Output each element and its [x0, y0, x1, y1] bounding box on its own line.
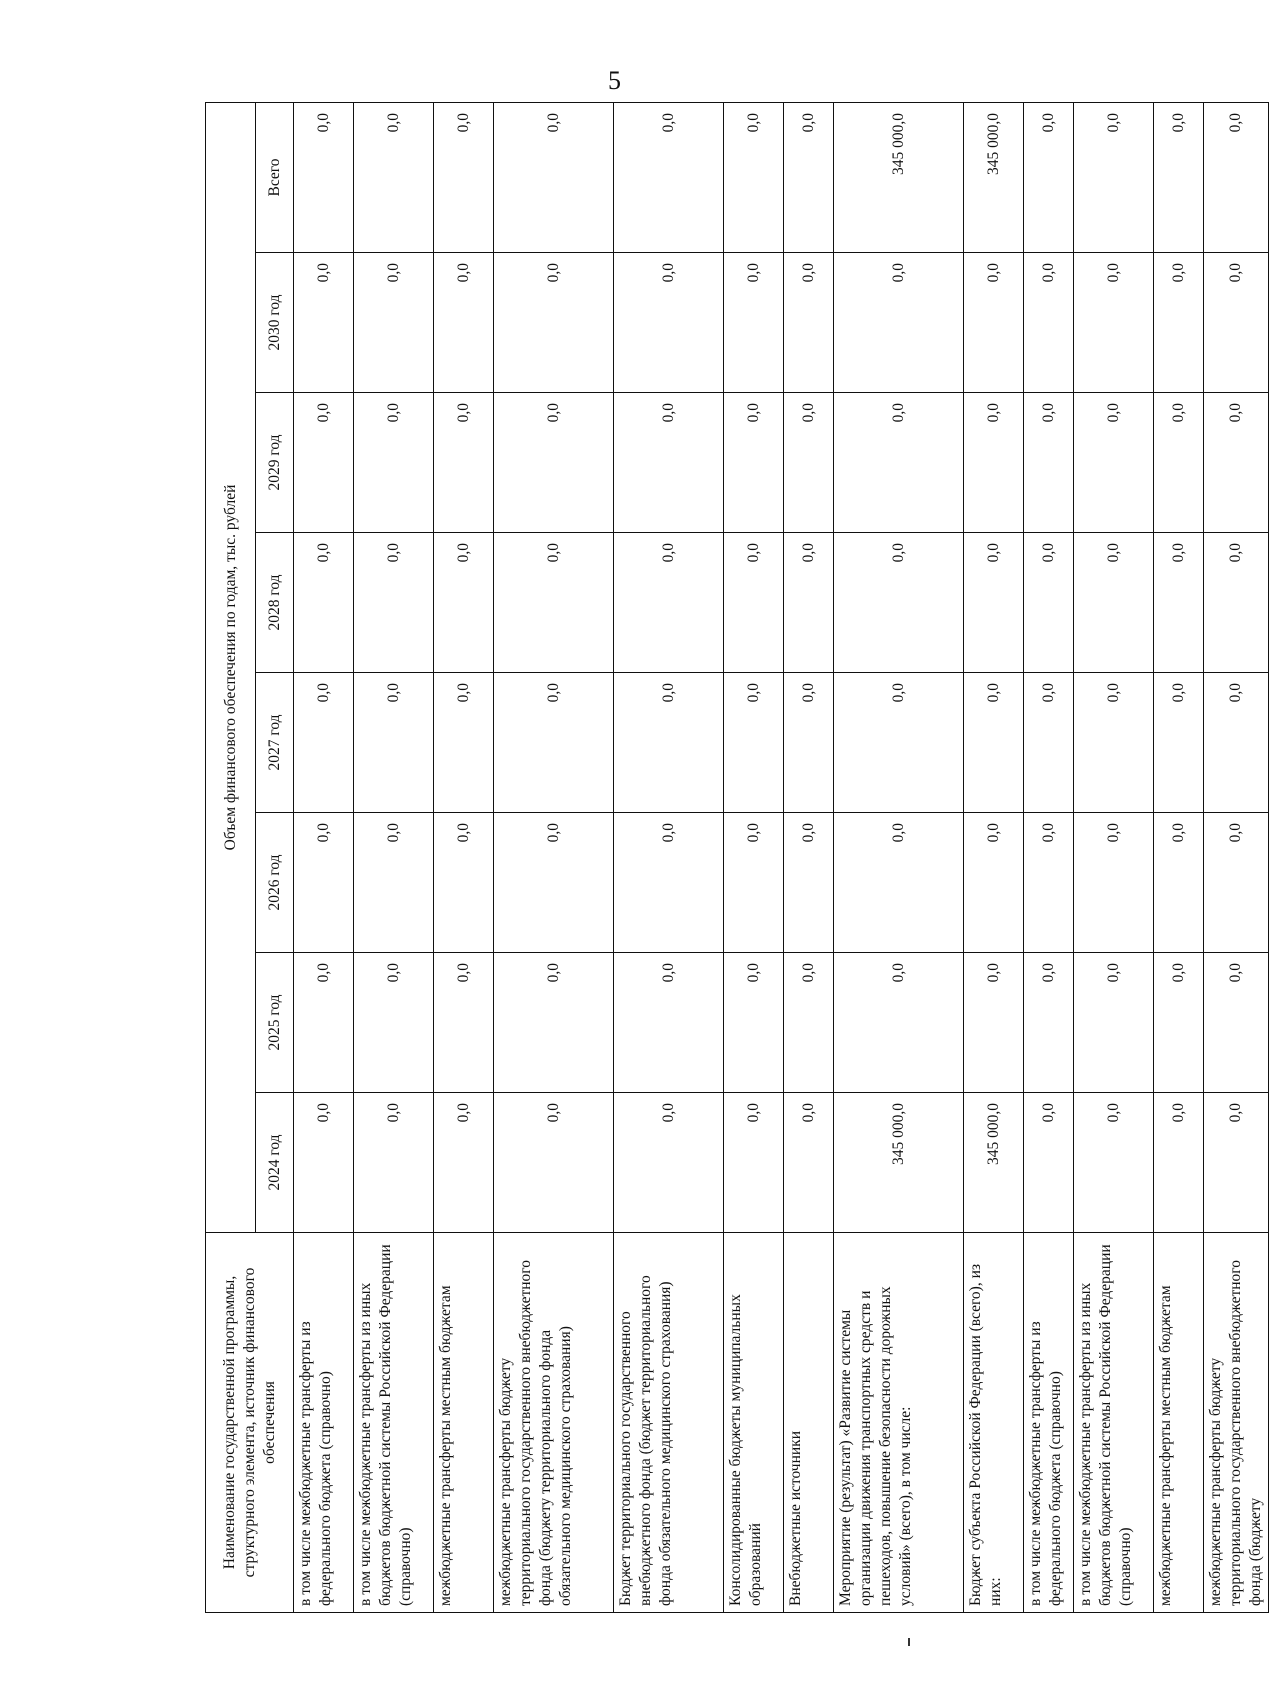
value-cell: 0,0	[614, 673, 724, 813]
value-cell: 0,0	[494, 1093, 614, 1233]
value-cell: 0,0	[784, 533, 834, 673]
value-cell: 0,0	[1204, 393, 1269, 533]
value-cell: 0,0	[834, 533, 964, 673]
year-header: 2024 год	[256, 1093, 294, 1233]
row-label: Внебюджетные источники	[784, 1233, 834, 1613]
table-row	[724, 103, 784, 1613]
total-cell: 0,0	[784, 103, 834, 253]
value-cell: 0,0	[964, 813, 1024, 953]
value-cell: 0,0	[1024, 1093, 1074, 1233]
value-cell: 0,0	[494, 533, 614, 673]
value-cell: 0,0	[1024, 533, 1074, 673]
value-cell: 0,0	[1154, 673, 1204, 813]
value-cell: 0,0	[834, 253, 964, 393]
table-row	[1204, 103, 1269, 1613]
row-label: в том числе межбюджетные трансферты из иных бюджетов бюджетной системы Российской Федерации (справочно)	[354, 1233, 434, 1613]
value-cell: 0,0	[1154, 1093, 1204, 1233]
value-cell: 345 000,0	[964, 1093, 1024, 1233]
value-cell: 0,0	[294, 673, 354, 813]
year-header: 2027 год	[256, 673, 294, 813]
total-cell: 0,0	[494, 103, 614, 253]
row-label: в том числе межбюджетные трансферты из федерального бюджета (справочно)	[294, 1233, 354, 1613]
total-cell: 0,0	[354, 103, 434, 253]
value-cell: 0,0	[614, 1093, 724, 1233]
table-row	[964, 103, 1024, 1613]
value-cell: 0,0	[1074, 253, 1154, 393]
total-cell: 0,0	[294, 103, 354, 253]
value-cell: 0,0	[724, 813, 784, 953]
value-cell: 0,0	[494, 813, 614, 953]
year-header: 2029 год	[256, 393, 294, 533]
total-cell: 0,0	[1154, 103, 1204, 253]
year-header: 2028 год	[256, 533, 294, 673]
value-cell: 0,0	[434, 253, 494, 393]
value-cell: 0,0	[724, 673, 784, 813]
value-cell: 0,0	[614, 253, 724, 393]
table-row	[834, 103, 964, 1613]
value-cell: 0,0	[354, 953, 434, 1093]
table-row	[354, 103, 434, 1613]
table-row	[784, 103, 834, 1613]
value-cell: 0,0	[834, 673, 964, 813]
row-label: межбюджетные трансферты бюджету территориального государственного внебюджетного фонда (бюджету территориального фонда обязательного медицинского страхования)	[494, 1233, 614, 1613]
value-cell: 0,0	[614, 393, 724, 533]
volume-header: Объем финансового обеспечения по годам, тыс. рублей	[206, 103, 256, 1233]
value-cell: 0,0	[434, 1093, 494, 1233]
value-cell: 0,0	[354, 673, 434, 813]
value-cell: 0,0	[614, 953, 724, 1093]
table-row	[494, 103, 614, 1613]
value-cell: 0,0	[354, 813, 434, 953]
row-label: Мероприятие (результат) «Развитие системы организации движения транспортных средств и пешеходов, повышение безопасности дорожных условий» (всего), в том числе:	[834, 1233, 964, 1613]
total-header: Всего	[256, 103, 294, 253]
value-cell: 0,0	[724, 533, 784, 673]
value-cell: 0,0	[1024, 393, 1074, 533]
financing-table	[205, 102, 1269, 1613]
value-cell: 0,0	[294, 813, 354, 953]
total-cell: 0,0	[724, 103, 784, 253]
year-header: 2026 год	[256, 813, 294, 953]
value-cell: 0,0	[834, 953, 964, 1093]
year-header: 2025 год	[256, 953, 294, 1093]
value-cell: 0,0	[784, 1093, 834, 1233]
total-cell: 0,0	[614, 103, 724, 253]
value-cell: 0,0	[1074, 813, 1154, 953]
value-cell: 0,0	[294, 533, 354, 673]
row-label: межбюджетные трансферты местным бюджетам	[1154, 1233, 1204, 1613]
value-cell: 0,0	[724, 1093, 784, 1233]
value-cell: 0,0	[784, 673, 834, 813]
row-label: в том числе межбюджетные трансферты из федерального бюджета (справочно)	[1024, 1233, 1074, 1613]
value-cell: 0,0	[494, 673, 614, 813]
value-cell: 0,0	[1154, 253, 1204, 393]
value-cell: 0,0	[354, 533, 434, 673]
rotated-table-container	[205, 103, 1264, 1613]
value-cell: 0,0	[784, 813, 834, 953]
table-row	[1074, 103, 1154, 1613]
year-header: 2030 год	[256, 253, 294, 393]
value-cell: 0,0	[1204, 953, 1269, 1093]
row-label: межбюджетные трансферты местным бюджетам	[434, 1233, 494, 1613]
total-cell: 0,0	[434, 103, 494, 253]
value-cell: 0,0	[294, 1093, 354, 1233]
value-cell: 0,0	[1204, 1093, 1269, 1233]
total-cell: 345 000,0	[834, 103, 964, 253]
value-cell: 0,0	[1204, 813, 1269, 953]
scan-mark	[908, 1638, 910, 1646]
value-cell: 0,0	[434, 393, 494, 533]
value-cell: 0,0	[724, 393, 784, 533]
value-cell: 0,0	[1204, 253, 1269, 393]
value-cell: 0,0	[964, 393, 1024, 533]
total-cell: 345 000,0	[964, 103, 1024, 253]
value-cell: 0,0	[724, 953, 784, 1093]
row-label: Консолидированные бюджеты муниципальных образований	[724, 1233, 784, 1613]
table-row	[1154, 103, 1204, 1613]
value-cell: 0,0	[964, 953, 1024, 1093]
value-cell: 0,0	[354, 1093, 434, 1233]
table-row	[614, 103, 724, 1613]
value-cell: 0,0	[724, 253, 784, 393]
value-cell: 0,0	[434, 813, 494, 953]
value-cell: 0,0	[964, 253, 1024, 393]
value-cell: 345 000,0	[834, 1093, 964, 1233]
value-cell: 0,0	[1204, 673, 1269, 813]
value-cell: 0,0	[294, 393, 354, 533]
table-row	[294, 103, 354, 1613]
value-cell: 0,0	[614, 813, 724, 953]
value-cell: 0,0	[294, 953, 354, 1093]
value-cell: 0,0	[354, 393, 434, 533]
row-label: Бюджет территориального государственного внебюджетного фонда (бюджет территориального фонда обязательного медицинского страхования)	[614, 1233, 724, 1613]
value-cell: 0,0	[1154, 533, 1204, 673]
value-cell: 0,0	[614, 533, 724, 673]
value-cell: 0,0	[494, 253, 614, 393]
row-label: Бюджет субъекта Российской Федерации (всего), из них:	[964, 1233, 1024, 1613]
row-label: в том числе межбюджетные трансферты из иных бюджетов бюджетной системы Российской Федерации (справочно)	[1074, 1233, 1154, 1613]
value-cell: 0,0	[1074, 673, 1154, 813]
value-cell: 0,0	[784, 953, 834, 1093]
value-cell: 0,0	[434, 533, 494, 673]
value-cell: 0,0	[494, 953, 614, 1093]
value-cell: 0,0	[1204, 533, 1269, 673]
value-cell: 0,0	[1024, 813, 1074, 953]
value-cell: 0,0	[494, 393, 614, 533]
value-cell: 0,0	[964, 673, 1024, 813]
value-cell: 0,0	[784, 393, 834, 533]
name-column-header: Наименование государственной программы, структурного элемента, источник финансового обеспечения	[206, 1233, 294, 1613]
value-cell: 0,0	[1154, 813, 1204, 953]
value-cell: 0,0	[1024, 253, 1074, 393]
value-cell: 0,0	[354, 253, 434, 393]
value-cell: 0,0	[1024, 953, 1074, 1093]
table-row	[434, 103, 494, 1613]
table-row	[1024, 103, 1074, 1613]
value-cell: 0,0	[294, 253, 354, 393]
page-number: 5	[608, 66, 621, 95]
total-cell: 0,0	[1204, 103, 1269, 253]
value-cell: 0,0	[1074, 393, 1154, 533]
value-cell: 0,0	[434, 673, 494, 813]
total-cell: 0,0	[1074, 103, 1154, 253]
value-cell: 0,0	[834, 393, 964, 533]
total-cell: 0,0	[1024, 103, 1074, 253]
value-cell: 0,0	[1154, 953, 1204, 1093]
value-cell: 0,0	[1074, 1093, 1154, 1233]
value-cell: 0,0	[1154, 393, 1204, 533]
value-cell: 0,0	[834, 813, 964, 953]
value-cell: 0,0	[784, 253, 834, 393]
value-cell: 0,0	[1024, 673, 1074, 813]
value-cell: 0,0	[1074, 533, 1154, 673]
row-label: межбюджетные трансферты бюджету территориального государственного внебюджетного фонда (бюджету	[1204, 1233, 1269, 1613]
value-cell: 0,0	[434, 953, 494, 1093]
value-cell: 0,0	[964, 533, 1024, 673]
value-cell: 0,0	[1074, 953, 1154, 1093]
